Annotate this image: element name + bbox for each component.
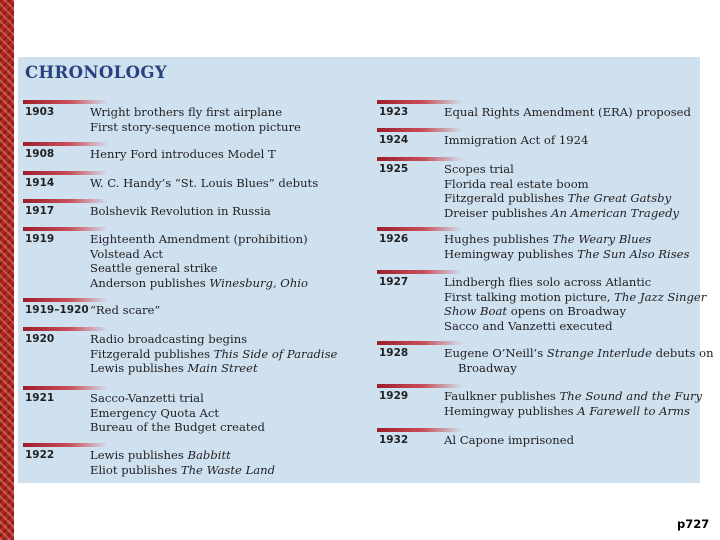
event-text: W. C. Handy’s “St. Louis Blues” debuts	[90, 176, 319, 190]
year-label: 1929	[379, 390, 409, 402]
event-text: Lewis publishes	[90, 448, 188, 462]
year-divider-rule	[23, 199, 108, 203]
event-item	[90, 261, 308, 276]
year-divider-rule	[23, 142, 108, 146]
event-list	[90, 332, 337, 376]
event-item	[90, 361, 337, 376]
event-item	[90, 247, 308, 262]
event-text: Lewis publishes	[90, 361, 188, 376]
chronology-title: CHRONOLOGY	[25, 63, 168, 82]
year-label: 1926	[379, 233, 409, 245]
work-title: The Jazz Singer	[614, 289, 707, 304]
year-divider-rule	[23, 443, 108, 447]
event-item	[90, 276, 308, 291]
event-list	[90, 105, 301, 134]
event-text: Dreiser publishes	[444, 205, 552, 220]
event-text: Sacco and Vanzetti executed	[444, 318, 613, 333]
work-title: Winesburg, Ohio	[209, 275, 308, 290]
event-item	[90, 147, 276, 162]
event-list	[90, 232, 308, 290]
event-item	[444, 290, 706, 305]
event-text: Lindbergh flies solo across Atlantic	[444, 275, 652, 289]
event-item	[444, 346, 714, 361]
event-text: Eugene O’Neill’s	[444, 346, 547, 360]
work-title: This Side of Paradise	[213, 346, 338, 361]
event-text: Radio broadcasting begins	[90, 332, 248, 346]
event-item	[90, 347, 337, 362]
event-text: opens on Broadway	[507, 304, 627, 319]
event-text: Hughes publishes	[444, 232, 553, 246]
work-title: Show Boat	[444, 304, 508, 319]
event-item	[90, 420, 265, 435]
event-item	[444, 433, 574, 448]
event-item	[90, 406, 265, 421]
event-text: Scopes trial	[444, 162, 514, 176]
event-text: Seattle general strike	[90, 261, 218, 276]
event-text: Anderson publishes	[90, 275, 210, 290]
year-label: 1908	[25, 148, 55, 160]
year-divider-rule	[23, 386, 108, 390]
event-text: Florida real estate boom	[444, 176, 589, 191]
year-divider-rule	[377, 227, 462, 231]
event-item	[90, 105, 301, 120]
event-item	[90, 332, 337, 347]
event-list	[90, 204, 271, 219]
decorative-left-border	[0, 0, 14, 540]
year-label: 1927	[379, 276, 409, 288]
event-item	[444, 247, 689, 262]
event-text: Sacco-Vanzetti trial	[90, 391, 204, 405]
event-item	[444, 191, 679, 206]
event-text: Hemingway publishes	[444, 403, 578, 418]
event-text: Bolshevik Revolution in Russia	[90, 204, 271, 218]
event-list	[90, 391, 265, 435]
year-divider-rule	[377, 100, 462, 104]
year-label: 1922	[25, 449, 55, 461]
event-item	[444, 404, 702, 419]
year-divider-rule	[23, 298, 108, 302]
event-list	[444, 389, 702, 418]
work-title: A Farewell to Arms	[577, 403, 690, 418]
year-divider-rule	[377, 384, 462, 388]
event-item	[90, 463, 275, 478]
work-title: The Sound and the Fury	[559, 389, 703, 403]
work-title: Strange Interlude	[546, 346, 652, 360]
event-text: First talking motion picture,	[444, 289, 615, 304]
year-divider-rule	[23, 100, 108, 104]
event-list	[444, 346, 714, 375]
event-text: “Red scare”	[90, 303, 161, 317]
year-label: 1917	[25, 205, 55, 217]
work-title: The Great Gatsby	[567, 191, 672, 206]
event-item	[444, 389, 702, 404]
year-label: 1919–1920	[25, 304, 89, 316]
event-text: Fitzgerald publishes	[90, 346, 214, 361]
event-text: First story-sequence motion picture	[90, 119, 301, 134]
event-item	[444, 361, 714, 376]
work-title: Main Street	[187, 361, 258, 376]
event-item	[90, 303, 160, 318]
year-label: 1920	[25, 333, 55, 345]
event-text: Volstead Act	[90, 246, 164, 261]
event-text: Eighteenth Amendment (prohibition)	[90, 232, 308, 246]
event-text: Faulkner publishes	[444, 389, 560, 403]
year-label: 1924	[379, 134, 409, 146]
work-title: The Weary Blues	[552, 232, 652, 246]
event-text: Emergency Quota Act	[90, 405, 220, 420]
year-divider-rule	[377, 270, 462, 274]
year-divider-rule	[377, 128, 462, 132]
event-list	[90, 176, 318, 191]
year-divider-rule	[23, 327, 108, 331]
event-list	[90, 448, 275, 477]
event-item	[444, 177, 679, 192]
event-item	[444, 206, 679, 221]
work-title: The Waste Land	[180, 462, 276, 477]
year-divider-rule	[377, 157, 462, 161]
event-text: Fitzgerald publishes	[444, 191, 568, 206]
year-label: 1928	[379, 347, 409, 359]
work-title: An American Tragedy	[551, 205, 680, 220]
event-list	[444, 232, 689, 261]
event-item	[444, 105, 691, 120]
event-item	[90, 176, 318, 191]
year-label: 1903	[25, 106, 55, 118]
event-list	[444, 162, 679, 220]
event-item	[90, 120, 301, 135]
event-text: Al Capone imprisoned	[444, 433, 575, 447]
event-list	[444, 433, 574, 448]
year-divider-rule	[23, 171, 108, 175]
event-item	[444, 133, 588, 148]
event-item	[90, 204, 271, 219]
event-item	[444, 275, 706, 290]
work-title: The Sun Also Rises	[577, 246, 690, 261]
event-text: Broadway	[458, 360, 517, 375]
year-label: 1919	[25, 233, 55, 245]
event-item	[444, 304, 706, 319]
event-item	[444, 232, 689, 247]
event-item	[90, 448, 275, 463]
year-divider-rule	[377, 428, 462, 432]
year-label: 1923	[379, 106, 409, 118]
work-title: Babbitt	[187, 448, 231, 462]
event-text: Equal Rights Amendment (ERA) proposed	[444, 105, 691, 119]
event-item	[444, 162, 679, 177]
event-text: Henry Ford introduces Model T	[90, 147, 276, 161]
event-list	[90, 303, 160, 318]
event-list	[444, 133, 588, 148]
event-text: debuts on	[651, 346, 714, 360]
event-text: Hemingway publishes	[444, 246, 578, 261]
year-label: 1921	[25, 392, 55, 404]
event-item	[444, 319, 706, 334]
year-label: 1925	[379, 163, 409, 175]
event-text: Bureau of the Budget created	[90, 420, 265, 435]
year-divider-rule	[377, 341, 462, 345]
event-text: Wright brothers fly first airplane	[90, 105, 283, 119]
event-text: Immigration Act of 1924	[444, 133, 589, 147]
event-list	[444, 105, 691, 120]
year-label: 1932	[379, 434, 409, 446]
year-label: 1914	[25, 177, 55, 189]
page-number: p727	[677, 517, 710, 531]
year-divider-rule	[23, 227, 108, 231]
event-list	[444, 275, 706, 333]
chronology-panel	[18, 57, 714, 483]
event-item	[90, 232, 308, 247]
event-list	[90, 147, 276, 162]
event-text: Eliot publishes	[90, 462, 181, 477]
event-item	[90, 391, 265, 406]
